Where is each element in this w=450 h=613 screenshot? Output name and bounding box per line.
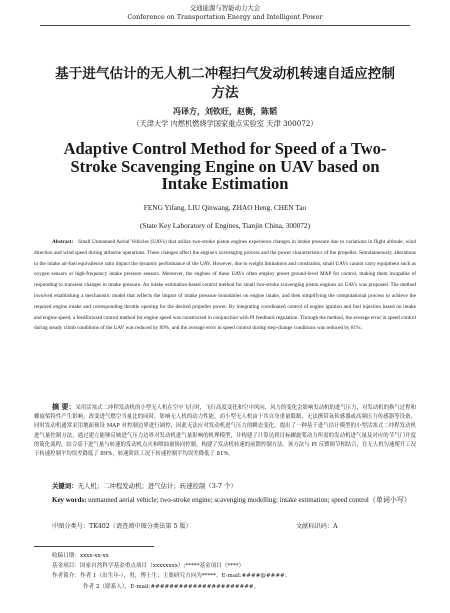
english-abstract <box>34 237 416 334</box>
clc-number: 中图分类号：TK402（请查阅中图分类法第 5 版） <box>52 523 192 530</box>
footnote-funding: 基金项目：国家自然科学基金重点项目（xxxxxxxx）;*****基金项目（****） <box>52 563 245 569</box>
english-keywords-text: unmanned aerial vehicle; two-stroke engine; scavenging modelling; intake estimation; speed control（单词小写） <box>88 496 411 504</box>
abstract-text: Small Unmanned Aerial Vehicles (UAVs) that utilize two-stroke piston engines experience changes in intake pressure due to variations in flight altitude, wind direction and wind speed during airborne operations. These changes affect the engine's scavenging process and the power characteristics of the propeller. Simultaneously, alterations in the intake air-fuel equivalence ratio impact the dynamic performance of the UAV. However, due to weight limitations and constraints, small UAVs cannot carry equipment such as oxygen sensors or high-frequency intake pressure sensors. Moreover, the engines of these UAVs often employ preset ground-level MAP for control, making them incapable of responding to transient changes in intake pressure. An intake estimation-based control method for small two-stroke scavenging piston engines on UAVs was proposed. The method involved establishing a mechanistic model that reflects the impact of intake pressure boundaries on engine intake, and then simplifying the computational process to achieve the required engine intake and corresponding throttle opening for the desired propeller power. By integrating coordinated control of engine ignition and fuel injection based on intake and engine speed, a feedforward control method for engine speed was constructed in conjunction with PI feedback regulation. Through the method, the average error in speed control during steady climb conditions of the UAV was reduced by 89%, and the average error in speed control during step-change conditions was reduced by 81%. <box>34 239 417 332</box>
chinese-keywords-text: 无人机；二冲程发动机；进气估计；转速控制（3-7 个） <box>77 482 237 490</box>
chinese-affiliation: （天津大学 内燃机燃烧学国家重点实验室 天津 300072） <box>132 119 318 128</box>
chinese-keywords <box>34 482 416 491</box>
footnote-author-bio: 作者简介：作者 1（出生年-），男，博士生；主要研究方向为*****。E-mail:####@####； <box>52 573 291 579</box>
english-keywords-label: Key words: <box>52 496 87 504</box>
footnote-rule <box>34 546 154 547</box>
classification-row <box>52 522 412 531</box>
chinese-keywords-label: 关键词： <box>52 482 78 490</box>
footnote-corresponding-author: 作者 2（联系人），E-mail:######################。 <box>83 584 260 590</box>
english-affiliation: (State Key Laboratory of Engines, Tianjin China, 300072) <box>139 221 311 230</box>
english-keywords <box>34 495 416 506</box>
document-code: 文献标识码：A <box>296 523 338 530</box>
header-rule <box>40 25 410 26</box>
running-head-chinese: 交通能源与智能动力大会 <box>189 4 261 12</box>
chinese-authors: 冯译方，刘钦旺，赵衡，陈韬 <box>173 106 277 116</box>
chinese-abstract-label: 摘 要： <box>52 403 76 411</box>
chinese-abstract <box>34 403 416 459</box>
abstract-label: Abstract: <box>52 239 74 245</box>
english-title: Adaptive Control Method for Speed of a Two-Stroke Scavenging Engine on UAV based on Intake Estimation <box>63 139 387 193</box>
chinese-abstract-text: 采用活塞式二冲程发动机的小型无人机在空中飞行时，飞行高度变化和空中风向、风力的变化会影响发动机的进气压力，对发动机的换气过程和螺旋桨特性产生影响，改变进气燃空当量比的同时，影响无人机的动力性能。而小型无人机由于其自身重量限制，无法携带氧传感器或高频压力传感器等设备，同时发动机通常采用地面预设 MAP 对控制边界进行调控，因此无法应对发动机进气压力的瞬态变化。提出了一种基于进气估计模型的小型活塞式二冲程发动机进气量控制方法，通过建立能够反映进气压力边界对发动机进气量影响的机理模型，并构建了计算达到目标螺旋桨动力所需的发动机进气量及对应的节气门开度的简化流程，结合基于进气量与转速的发动机点火和喷油量协同控制，构建了发动机转速的前馈控制方法。该方法与 PI 反馈调节相结合，在无人机匀速爬升工况下转速控制平均误差降低了 89%，转速阶跃工况下转速控制平均误差降低了 81%。 <box>34 405 416 458</box>
chinese-title: 基于进气估计的无人机二冲程扫气发动机转速自适应控制方法 <box>55 66 395 101</box>
english-authors: FENG Yifang, LIU Qinwang, ZHAO Heng, CHEN Tao <box>143 203 307 212</box>
footnote-received-date: 收稿日期：xxxx-xx-xx <box>52 553 109 559</box>
running-head-english: Conference on Transportation Energy and Intelligent Power <box>127 13 323 21</box>
